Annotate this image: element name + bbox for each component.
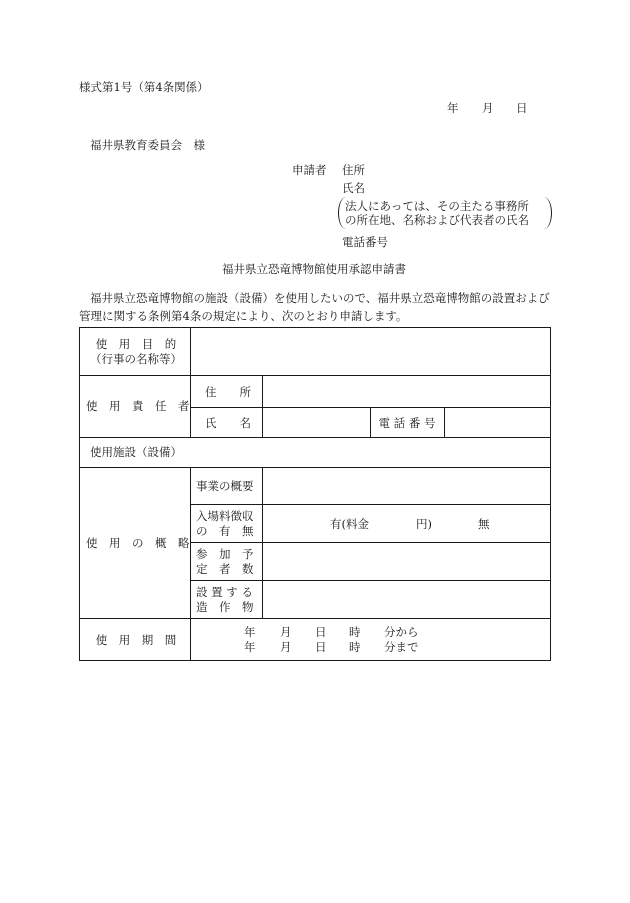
row-divider (80, 467, 550, 468)
structures-label-line2: 造 作 物 (196, 600, 254, 614)
form-number: 様式第1号（第4条関係） (79, 80, 209, 94)
responsible-phone-label: 電 話 番 号 (378, 416, 436, 430)
column-divider (370, 407, 371, 437)
applicant-label: 申請者 (292, 163, 327, 177)
structures-field[interactable] (268, 586, 544, 614)
row-divider (80, 618, 550, 619)
document-title: 福井県立恐竜博物館使用承認申請書 (222, 262, 406, 276)
row-divider (80, 437, 550, 438)
responsible-address-field[interactable] (268, 380, 544, 402)
corporate-note-bracket (338, 197, 552, 229)
overview-label: 使 用 の 概 略 (86, 536, 190, 550)
participants-field[interactable] (268, 548, 544, 576)
structures-label-line1: 設 置 す る (196, 585, 253, 599)
application-table (79, 327, 551, 661)
column-divider (190, 467, 191, 661)
column-divider (262, 467, 263, 618)
column-divider (262, 375, 263, 437)
corporate-note-line1: 法人にあっては、その主たる事務所 (345, 199, 529, 213)
corporate-note-line2: の所在地、名称および代表者の氏名 (345, 213, 529, 227)
date-year-label: 年 (447, 101, 459, 115)
period-from-month: 月 (280, 625, 292, 639)
period-label: 使 用 期 間 (95, 633, 177, 647)
period-to-minute: 分まで (384, 640, 419, 654)
row-divider (190, 504, 550, 505)
participants-label-line1: 参 加 予 (196, 547, 254, 561)
responsible-name-field[interactable] (268, 412, 366, 434)
period-from-hour: 時 (349, 625, 361, 639)
period-to-day: 日 (315, 640, 327, 654)
period-to-month: 月 (280, 640, 292, 654)
applicant-phone-label: 電話番号 (342, 235, 388, 249)
period-from-day: 日 (315, 625, 327, 639)
purpose-field[interactable] (196, 338, 544, 366)
period-to-year: 年 (244, 640, 256, 654)
column-divider (444, 407, 445, 437)
responsible-person-label: 使 用 責 任 者 (86, 399, 190, 413)
fee-yes-option[interactable]: 有(料金 (330, 517, 369, 531)
responsible-name-label: 氏 名 (205, 416, 251, 430)
project-summary-field[interactable] (268, 472, 544, 500)
addressee: 福井県教育委員会 様 (90, 138, 205, 152)
participants-label-line2: 定 者 数 (196, 562, 254, 576)
fee-yen-label: 円) (416, 517, 432, 531)
fee-label-line2: の 有 無 (196, 524, 254, 538)
date-month-label: 月 (482, 101, 494, 115)
facility-field[interactable] (196, 441, 544, 463)
body-line-2: 管理に関する条例第4条の規定により、次のとおり申請します。 (79, 309, 408, 323)
row-divider (190, 542, 550, 543)
project-summary-label: 事業の概要 (196, 479, 254, 493)
applicant-address-label: 住所 (342, 163, 365, 177)
period-from-year: 年 (244, 625, 256, 639)
responsible-phone-field[interactable] (448, 412, 546, 434)
applicant-name-label: 氏名 (342, 181, 365, 195)
purpose-label: 使 用 目 的 (95, 337, 177, 351)
body-paragraph (79, 289, 553, 325)
period-from-minute: 分から (384, 625, 419, 639)
date-day-label: 日 (516, 101, 528, 115)
body-line-1: 福井県立恐竜博物館の施設（設備）を使用したいので、福井県立恐竜博物館の設置および (90, 291, 550, 305)
facility-label: 使用施設（設備） (90, 445, 182, 459)
responsible-address-label: 住 所 (205, 385, 251, 399)
fee-no-option[interactable]: 無 (478, 517, 490, 531)
row-divider (190, 580, 550, 581)
column-divider (190, 328, 191, 437)
period-to-hour: 時 (349, 640, 361, 654)
fee-label-line1: 入場料徴収 (196, 509, 254, 523)
row-divider (80, 375, 550, 376)
purpose-sublabel: （行事の名称等） (90, 352, 182, 366)
